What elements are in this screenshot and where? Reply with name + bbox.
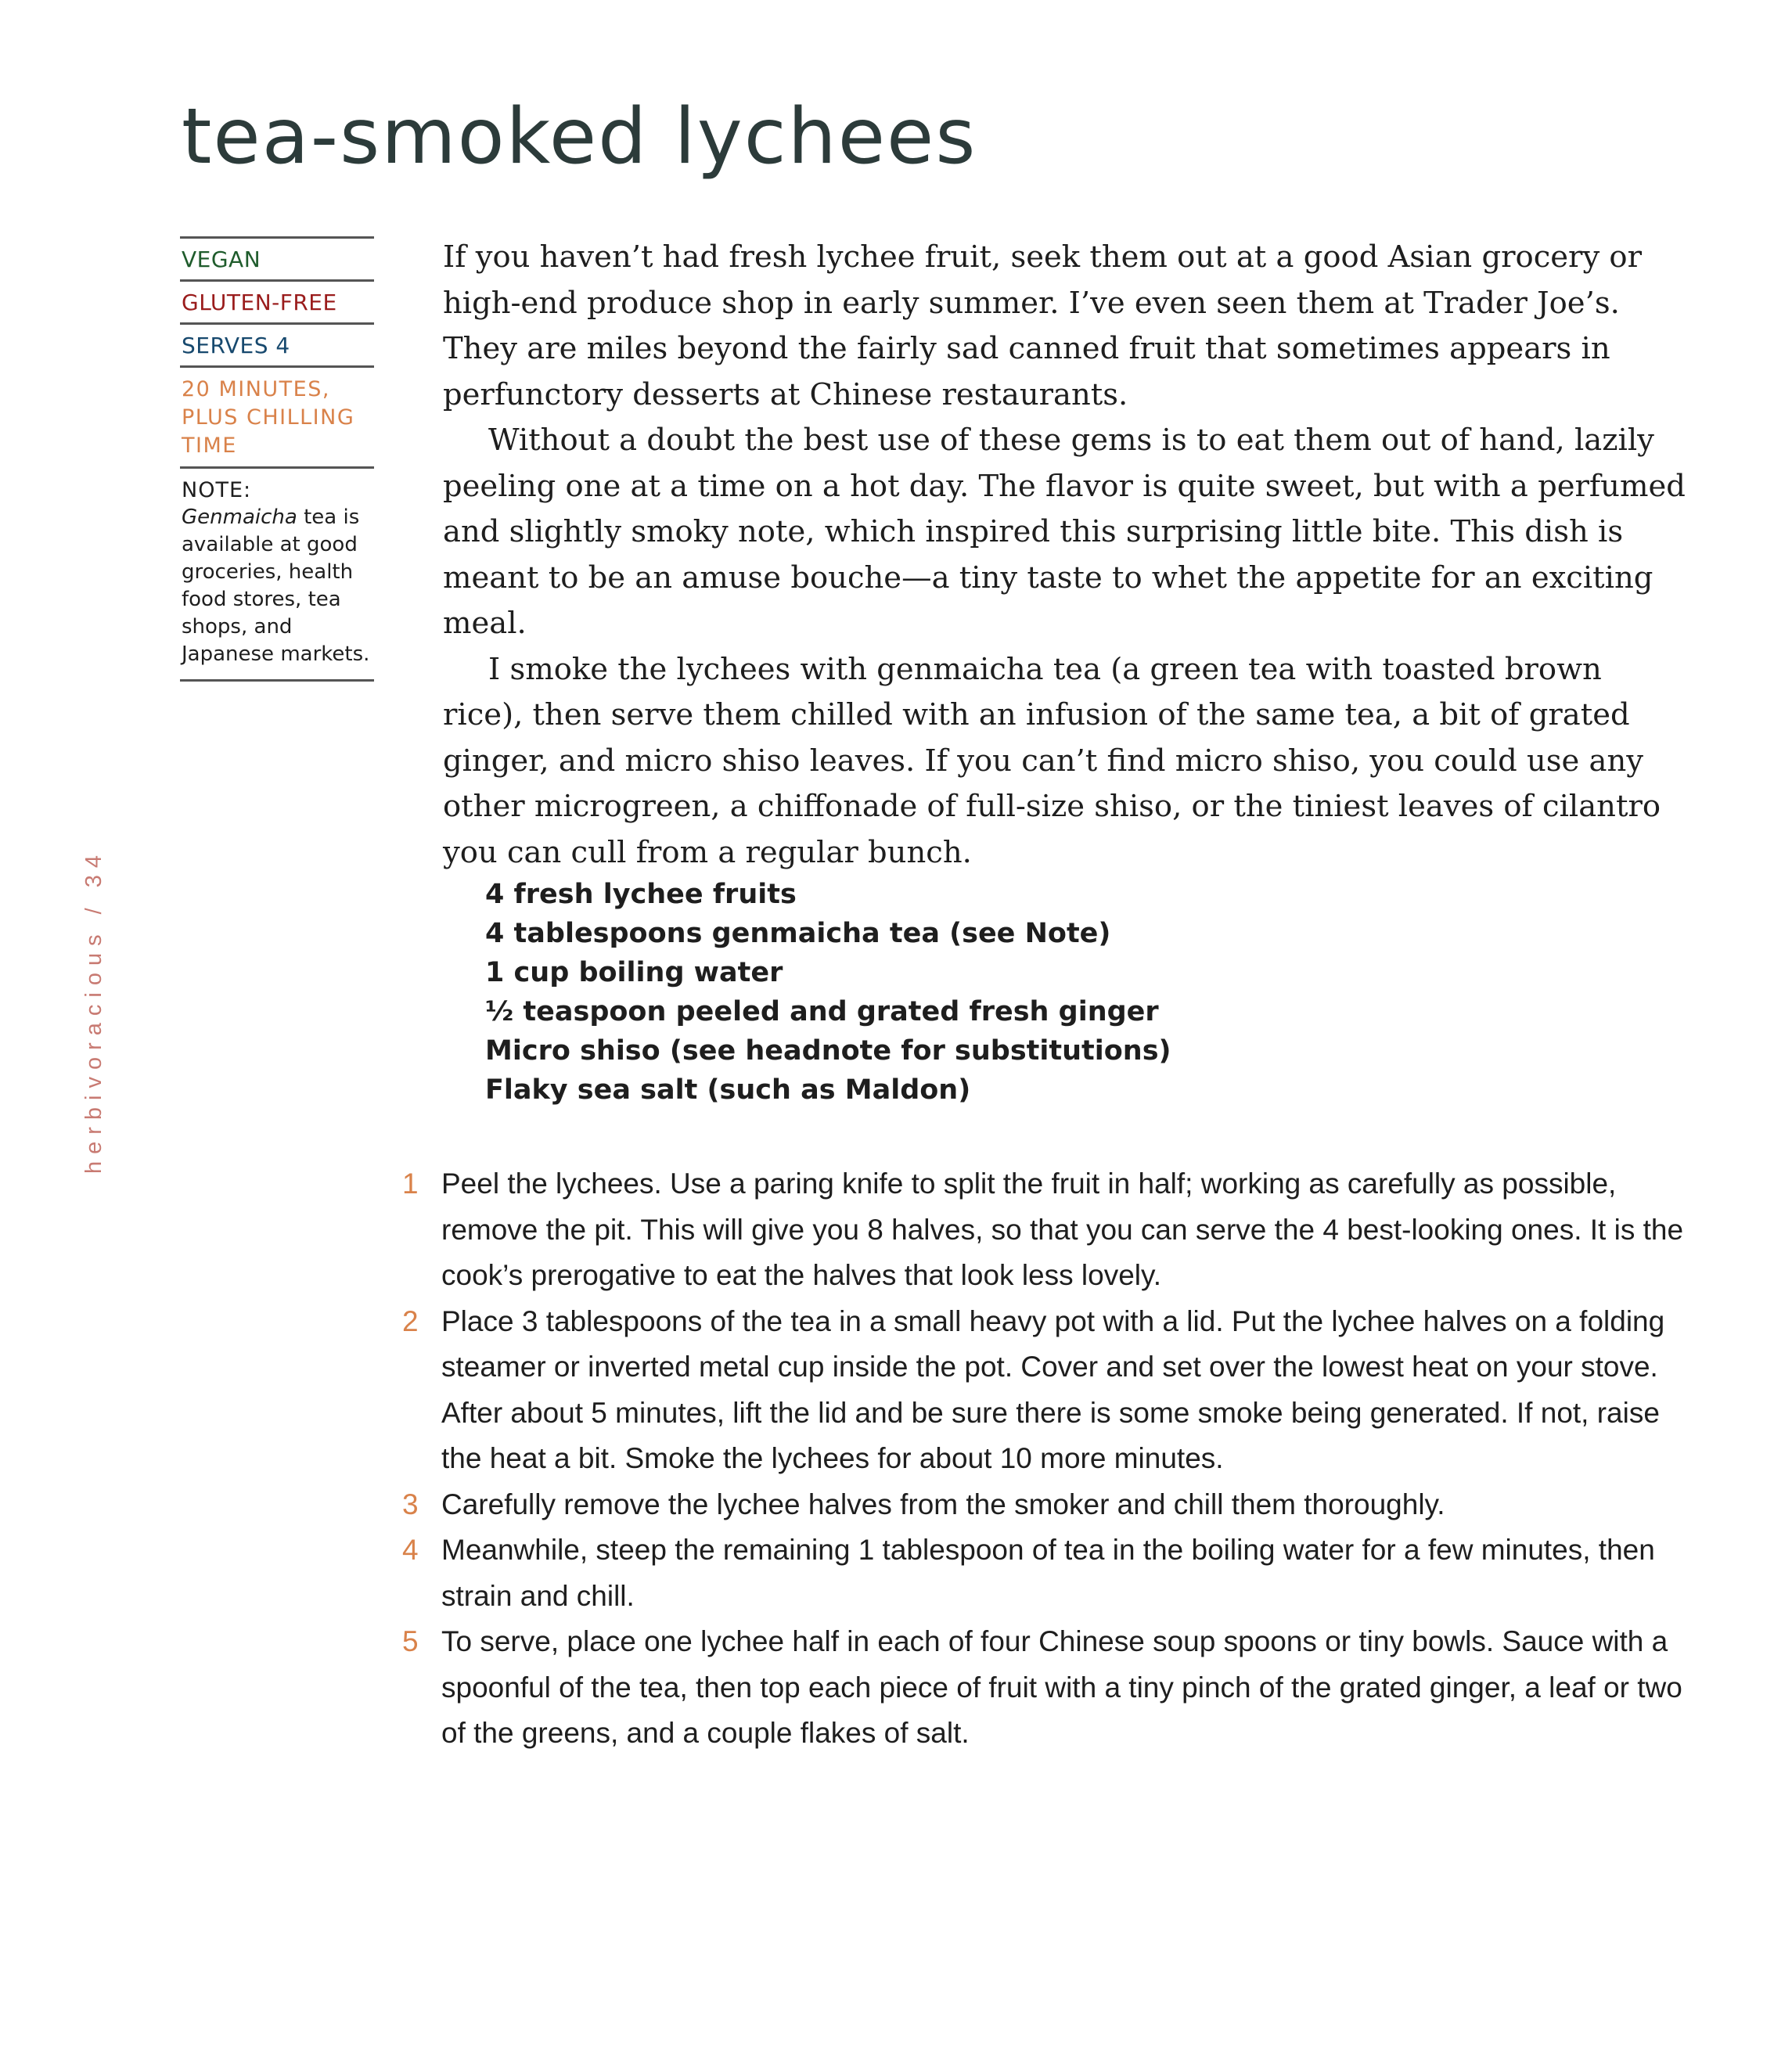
ingredient-item: 4 tablespoons genmaicha tea (see Note) [485,918,1111,949]
headnote-paragraph: If you haven’t had fresh lychee fruit, seek them out at a good Asian grocery or high-end produce shop in early summer. I’ve even seen them at Trader Joe’s. They are miles beyond the fairly sad canned fruit that sometimes appears in perfunctory desserts at Chinese restaurants. [443,239,1643,412]
running-footer: herbivoracious / 34 [81,847,106,1174]
note-label: NOTE: [182,478,252,502]
ingredient-item: 1 cup boiling water [485,957,783,988]
step-item [402,1299,1693,1482]
step-number: 5 [402,1625,419,1657]
time-tag: 20 MINUTES, PLUS CHILLING TIME [180,365,374,466]
page-title: tea-smoked lychees [182,92,977,182]
note-text [182,504,374,668]
note-box [180,466,374,682]
ingredient-item: 4 fresh lychee fruits [485,879,797,910]
headnote [443,235,1687,876]
step-text: Peel the lychees. Use a paring knife to split the fruit in half; working as carefully as possible, remove the pit. This will give you 8 halves, so that you can serve the 4 best-looking ones. It is the cook’s prerogative to eat the halves that look less lovely. [441,1168,1684,1291]
step-number: 3 [402,1488,419,1520]
step-item [402,1619,1693,1757]
note-italic: Genmaicha [182,506,297,529]
ingredient-list [485,875,1171,1110]
gluten-free-tag: GLUTEN-FREE [180,279,374,322]
ingredient-item: Flaky sea salt (such as Maldon) [485,1074,971,1106]
serves-tag: SERVES 4 [180,322,374,365]
step-number: 4 [402,1534,419,1566]
step-item [402,1161,1693,1299]
ingredient-item: ½ teaspoon peeled and grated fresh ginger [485,996,1159,1027]
ingredient-item: Micro shiso (see headnote for substitutions) [485,1035,1171,1067]
step-text: Place 3 tablespoons of the tea in a small heavy pot with a lid. Put the lychee halves on a folding steamer or inverted metal cup inside the pot. Cover and set over the lowest heat on your stove. After about 5 minutes, lift the lid and be sure there is some smoke being generated. If not, raise the heat a bit. Smoke the lychees for about 10 more minutes. [441,1304,1665,1474]
step-number: 2 [402,1304,419,1337]
step-text: To serve, place one lychee half in each of four Chinese soup spoons or tiny bowls. Sauce with a spoonful of the tea, then top each piece of fruit with a tiny pinch of the grated ginger, a leaf or two of the greens, and a couple flakes of salt. [441,1625,1682,1749]
recipe-sidebar [180,236,374,682]
step-text: Meanwhile, steep the remaining 1 tablespoon of tea in the boiling water for a few minutes, then strain and chill. [441,1534,1655,1612]
method-steps [402,1161,1693,1757]
step-item [402,1482,1693,1528]
step-text: Carefully remove the lychee halves from the smoker and chill them thoroughly. [441,1488,1445,1520]
headnote-paragraph: Without a doubt the best use of these gems is to eat them out of hand, lazily peeling one at a time on a hot day. The flavor is quite sweet, but with a perfumed and slightly smoky note, which inspired this surprising little bite. This dish is meant to be an amuse bouche—a tiny taste to whet the appetite for an exciting meal. [443,423,1686,641]
vegan-tag: VEGAN [180,236,374,279]
headnote-paragraph: I smoke the lychees with genmaicha tea (a green tea with toasted brown rice), then serve them chilled with an infusion of the same tea, a bit of grated ginger, and micro shiso leaves. If you can’t find micro shiso, you could use any other microgreen, a chiffonade of full-size shiso, or the tiniest leaves of cilantro you can cull from a regular bunch. [443,651,1661,870]
step-number: 1 [402,1168,419,1200]
step-item [402,1527,1693,1619]
note-body: tea is available at good groceries, health food stores, tea shops, and Japanese markets. [182,506,370,666]
